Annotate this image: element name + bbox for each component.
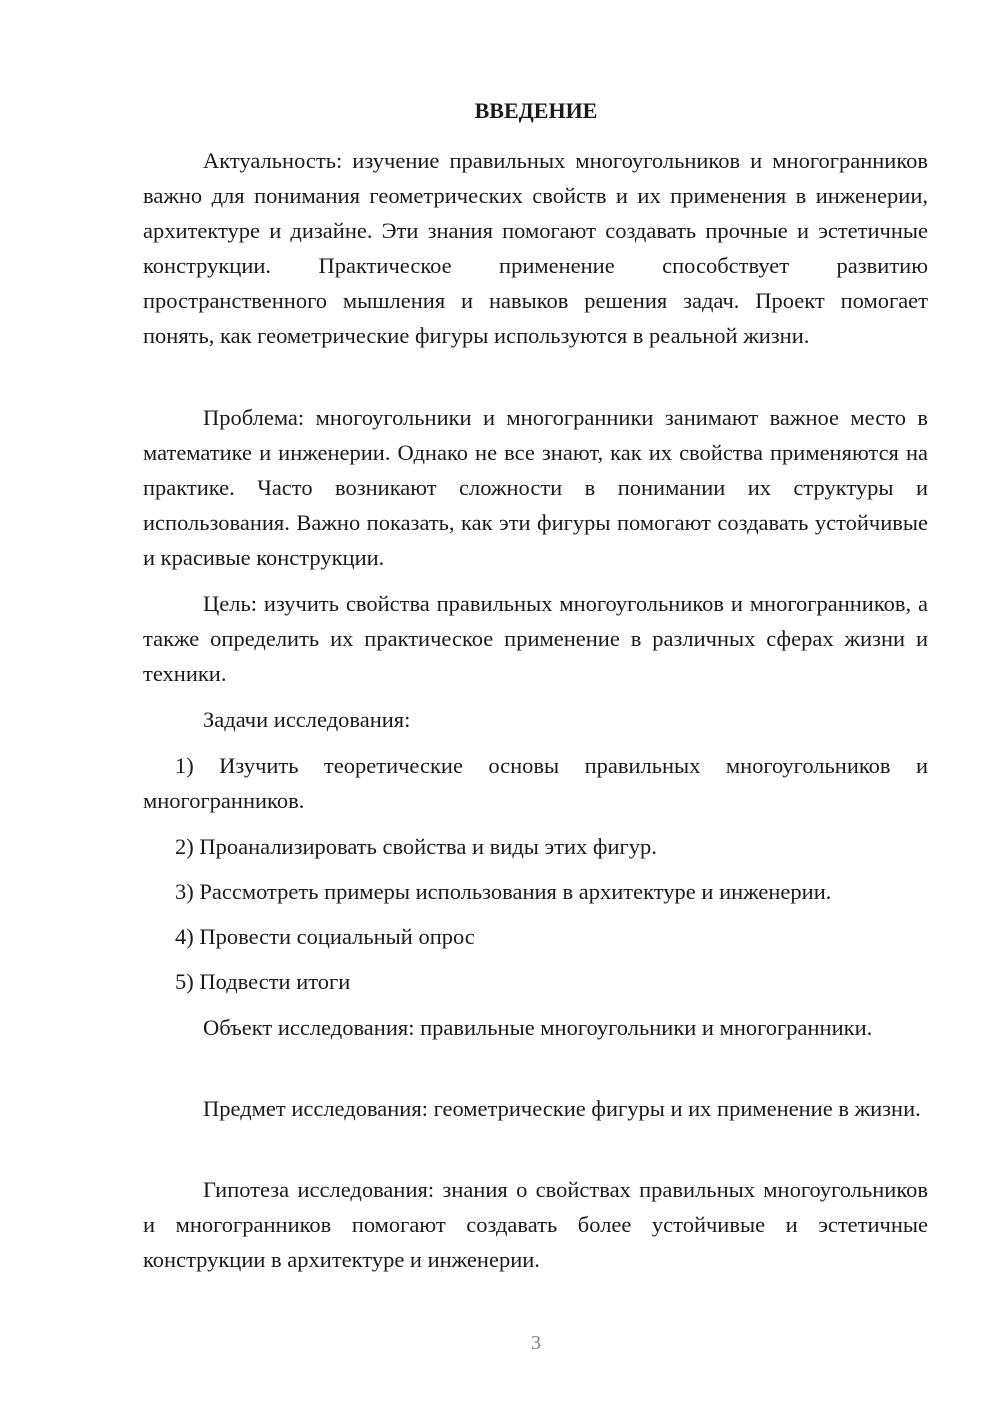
task-item-5: 5) Подвести итоги — [175, 969, 351, 994]
problem-paragraph: Проблема: многоугольники и многогранники занимают важное место в математике и инженерии. Однако не все знают, как их свойства применяются на практике. Часто возникают сложности в понимании их структуры и использования. Важно показать, как эти фигуры помогают создавать устойчивые и красивые конструкции. — [143, 405, 928, 570]
hypothesis-paragraph: Гипотеза исследования: знания о свойствах правильных многоугольников и многогранников помогают создавать более устойчивые и эстетичные конструкции в архитектуре и инженерии. — [143, 1177, 928, 1272]
tasks-heading: Задачи исследования: — [203, 707, 411, 732]
task-item-2: 2) Проанализировать свойства и виды этих фигур. — [175, 834, 657, 859]
page-title: ВВЕДЕНИЕ — [474, 98, 598, 123]
task-item-3: 3) Рассмотреть примеры использования в архитектуре и инженерии. — [175, 879, 832, 904]
subject-paragraph: Предмет исследования: геометрические фигуры и их применение в жизни. — [203, 1096, 921, 1121]
object-paragraph: Объект исследования: правильные многоугольники и многогранники. — [203, 1015, 873, 1040]
relevance-paragraph: Актуальность: изучение правильных многоугольников и многогранников важно для понимания геометрических свойств и их применения в инженерии, архитектуре и дизайне. Эти знания помогают создавать прочные и эстетичные конструкции. Практическое применение способствует развитию пространственного мышления и навыков решения задач. Проект помогает понять, как геометрические фигуры используются в реальной жизни. — [143, 148, 928, 348]
page-number: 3 — [531, 1332, 541, 1354]
task-item-4: 4) Провести социальный опрос — [175, 924, 475, 949]
task-item-1: 1) Изучить теоретические основы правильных многоугольников и многогранников. — [143, 753, 928, 813]
goal-paragraph: Цель: изучить свойства правильных многоугольников и многогранников, а также определить их практическое применение в различных сферах жизни и техники. — [143, 591, 928, 686]
